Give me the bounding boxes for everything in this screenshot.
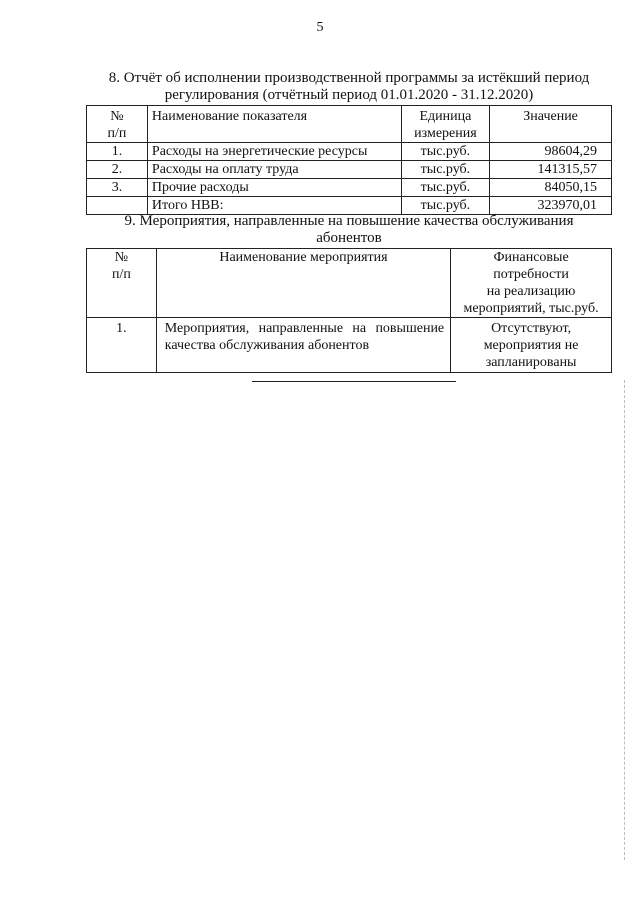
table-header-row	[87, 106, 612, 143]
header-indicator-name: Наименование показателя	[147, 106, 401, 143]
table-header-row	[87, 249, 612, 318]
row-unit: тыс.руб.	[401, 161, 490, 179]
row-number: 2.	[87, 161, 148, 179]
scan-edge-mark	[624, 380, 625, 860]
header-number-line-2: п/п	[111, 267, 131, 282]
header-financial-line-2: потребности	[493, 267, 569, 282]
end-of-document-rule	[252, 381, 456, 382]
row-value: 98604,29	[490, 143, 612, 161]
table-row	[87, 161, 612, 179]
row-indicator-name: Прочие расходы	[147, 179, 401, 197]
row-financial-line-1: Отсутствуют,	[491, 321, 572, 336]
row-value: 323970,01	[490, 197, 612, 215]
row-value: 84050,15	[490, 179, 612, 197]
header-financial-line-3: на реализацию	[486, 284, 576, 299]
row-indicator-name: Расходы на оплату труда	[147, 161, 401, 179]
header-value: Значение	[490, 106, 612, 143]
section-9-title-line-2: абонентов	[316, 230, 382, 246]
row-number: 1.	[87, 318, 157, 373]
header-financial-needs	[451, 249, 612, 318]
header-number-line-1: №	[110, 109, 124, 124]
row-number	[87, 197, 148, 215]
header-unit-line-1: Единица	[419, 109, 472, 124]
row-unit: тыс.руб.	[401, 143, 490, 161]
row-indicator-name: Расходы на энергетические ресурсы	[147, 143, 401, 161]
row-number: 3.	[87, 179, 148, 197]
header-financial-line-1: Финансовые	[493, 250, 569, 265]
row-indicator-name: Итого НВВ:	[147, 197, 401, 215]
header-number-line-2: п/п	[107, 126, 127, 141]
header-measure-name: Наименование мероприятия	[156, 249, 450, 318]
header-number	[87, 106, 148, 143]
service-quality-measures-table	[86, 248, 612, 373]
row-unit: тыс.руб.	[401, 179, 490, 197]
row-financial-needs	[451, 318, 612, 373]
section-8-title-line-1: 8. Отчёт об исполнении производственной программы за истёкший период	[108, 70, 590, 86]
header-financial-line-4: мероприятий, тыс.руб.	[463, 301, 599, 316]
table-row	[87, 143, 612, 161]
header-number-line-1: №	[114, 250, 129, 265]
table-row	[87, 179, 612, 197]
row-financial-line-3: запланированы	[485, 355, 577, 370]
header-number	[87, 249, 157, 318]
row-value: 141315,57	[490, 161, 612, 179]
production-program-report-table	[86, 105, 612, 215]
page-number: 5	[316, 20, 324, 35]
header-unit	[401, 106, 490, 143]
row-number: 1.	[87, 143, 148, 161]
header-unit-line-2: измерения	[414, 126, 477, 141]
table-total-row	[87, 197, 612, 215]
row-measure-name: Мероприятия, направленные на повышение качества обслуживания абонентов	[156, 318, 450, 373]
section-9-title-line-1: 9. Мероприятия, направленные на повышение качества обслуживания	[124, 213, 574, 229]
section-8-title-line-2: регулирования (отчётный период 01.01.2020 - 31.12.2020)	[164, 87, 534, 103]
section-9-title	[84, 213, 614, 247]
row-financial-line-2: мероприятия не	[483, 338, 579, 353]
row-unit: тыс.руб.	[401, 197, 490, 215]
section-8-title	[84, 70, 614, 104]
table-row	[87, 318, 612, 373]
